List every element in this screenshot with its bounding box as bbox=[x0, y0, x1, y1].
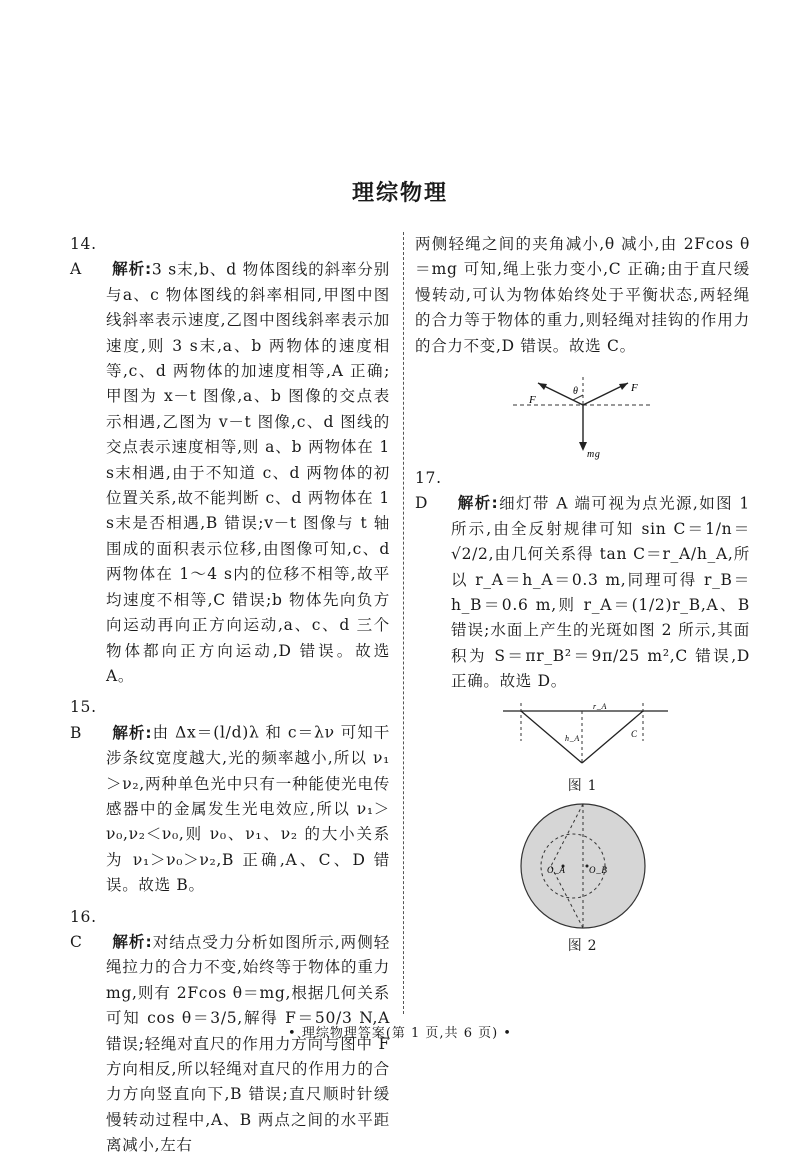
figure-1-diagram bbox=[493, 701, 673, 771]
right-column bbox=[415, 232, 750, 961]
question-number: 14. A bbox=[70, 235, 97, 279]
figure-2-caption: 图 2 bbox=[567, 937, 598, 954]
weight-label: mg bbox=[586, 449, 601, 461]
center-a-label: O_A bbox=[546, 864, 566, 875]
force-label-right: F bbox=[630, 382, 638, 395]
question-number: 15. B bbox=[70, 698, 97, 742]
radius-label: r_A bbox=[592, 701, 607, 711]
figure-1-caption: 图 1 bbox=[567, 777, 598, 794]
question-16-continued: 两侧轻绳之间的夹角减小,θ 减小,由 2Fcos θ＝mg 可知,绳上张力变小,C 正确;由于直尺缓慢转动,可认为物体始终处于平衡状态,两轻绳的合力等于物体的重力,则轻绳对挂钩的作用力的合力不变,D 错误。故选 C。 bbox=[415, 235, 750, 355]
question-14 bbox=[70, 232, 390, 689]
analysis-tag: 解析: bbox=[112, 723, 153, 742]
analysis-tag: 解析: bbox=[112, 932, 153, 951]
figure-2-diagram bbox=[513, 801, 653, 931]
question-15 bbox=[70, 695, 390, 898]
question-15-text: 由 Δx＝(l/d)λ 和 c＝λν 可知干涉条纹宽度越大,光的频率越小,所以 ν₁＞ν₂,两种单色光中只有一种能使光电传感器中的金属发生光电效应,所以 ν₁＞ν₀,ν₂＜ν₀,则 ν₀、ν₁、ν₂ 的大小关系为 ν₁＞ν₀＞ν₂,B 正确,A、C、D 错误。故选 B。 bbox=[106, 723, 390, 895]
question-17 bbox=[415, 466, 750, 695]
arrowhead-right bbox=[619, 383, 628, 390]
angle-label: θ bbox=[572, 386, 579, 398]
question-14-text: 3 s末,b、d 物体图线的斜率分别与a、c 物体图线的斜率相同,甲图中图线斜率表示速度,乙图中图线斜率表示加速度,则 3 s末,a、b 两物体的速度相等,c、d 两物体的加速度相等,A 正确;甲图为 x－t 图像,a、b 图像的交点表示相遇,乙图为 v－t 图像,c、d 图线的交点表示速度相等,则 a、b 两物体在 1 s末相遇,由于不知道 c、d 两物体的初位置关系,故不能判断 c、d 两物体在 1 s末是否相遇,B 错误;v－t 图像与 t 轴围成的面积表示位移,由图像可知,c、d 两物体在 1～4 s内的位移不相等,故平均速度不相等,C 错误;b 物体先向负方向运动再向正方向运动,a、c、d 三个物体都向正方向运动,D 错误。故选 A。 bbox=[106, 260, 390, 685]
question-16-text: 对结点受力分析如图所示,两侧轻绳拉力的合力不变,始终等于物体的重力 mg,则有 2Fcos θ＝mg,根据几何关系可知 cos θ＝3/5,解得 F＝50/3 N,A 错误;轻绳对直尺的作用力方向与图中 F 方向相反,所以轻绳对直尺的作用力的合力方向竖直向下,B 错误;直尺顺时针缓慢转动过程中,A、B 两点之间的水平距离减小,左右 bbox=[106, 932, 390, 1155]
analysis-tag: 解析: bbox=[112, 260, 152, 279]
arrowhead-left bbox=[538, 383, 547, 390]
page-footer: • 理综物理答案(第 1 页,共 6 页) • bbox=[288, 1026, 512, 1041]
force-label-left: F bbox=[528, 394, 536, 407]
column-divider bbox=[403, 232, 404, 1014]
center-b-label: O_B bbox=[588, 864, 608, 875]
question-17-text: 细灯带 A 端可视为点光源,如图 1 所示,由全反射规律可知 sin C＝1/n＝√2/2,由几何关系得 tan C＝r_A/h_A,所以 r_A＝h_A＝0.3 m,同理可得 r_B＝h_B＝0.6 m,则 r_A＝(1/2)r_B,A、B 错误;水面上产生的光斑如图 2 所示,其面积为 S＝πr_B²＝9π/25 m²,C 错误,D 正确。故选 D。 bbox=[451, 494, 750, 691]
page-title: 理综物理 bbox=[351, 181, 448, 206]
force-diagram bbox=[493, 365, 673, 460]
question-number: 16. C bbox=[70, 907, 97, 951]
arrowhead-down bbox=[579, 442, 587, 451]
analysis-tag: 解析: bbox=[457, 494, 499, 513]
question-number: 17. D bbox=[415, 469, 442, 513]
critical-angle-label: C bbox=[630, 728, 638, 739]
height-label: h_A bbox=[564, 733, 580, 743]
